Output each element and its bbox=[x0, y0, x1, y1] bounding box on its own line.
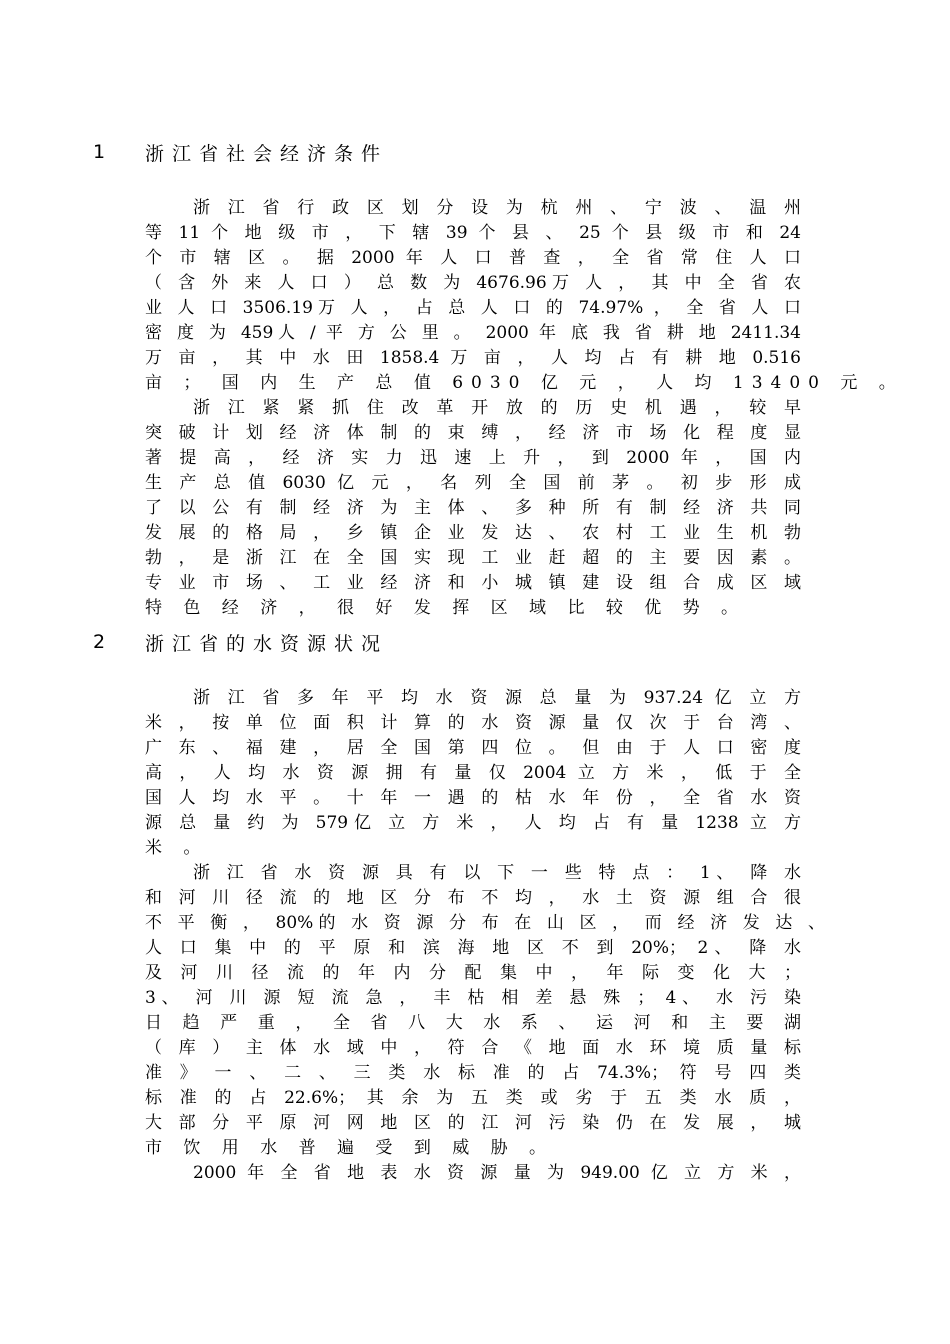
paragraph-line: 2000 年 全 省 地 表 水 资 源 量 为 949.00 亿 立 方 米 ， bbox=[193, 1163, 801, 1183]
paragraph-line: 特 色 经 济 ， 很 好 发 挥 区 域 比 较 优 势 。 bbox=[145, 598, 747, 618]
paragraph-line: 业 人 口 3506.19万 人 ， 占 总 人 口 的 74.97% ， 全 省 人 口 bbox=[145, 298, 801, 318]
paragraph-line: 准 》 一 、 二 、 三 类 水 标 准 的 占 74.3%； 符 号 四 类 bbox=[145, 1063, 801, 1083]
paragraph-line: 大 部 分 平 原 河 网 地 区 的 江 河 污 染 仍 在 发 展 ， 城 bbox=[145, 1113, 801, 1133]
paragraph-line: 日 趋 严 重 ， 全 省 八 大 水 系 、 运 河 和 主 要 湖 bbox=[145, 1013, 801, 1033]
paragraph-line: 亩 ； 国 内 生 产 总 值 6030 亿 元 ， 人 均 13400 元 。 bbox=[145, 373, 904, 393]
paragraph-line: 个 市 辖 区 。 据 2000 年 人 口 普 查 ， 全 省 常 住 人 口 bbox=[145, 248, 802, 268]
paragraph-line: 国 人 均 水 平 。 十 年 一 遇 的 枯 水 年 份 ， 全 省 水 资 bbox=[145, 788, 801, 808]
section-number: 2 bbox=[93, 631, 106, 653]
paragraph-line: 密 度 为 459人 / 平 方 公 里 。 2000 年 底 我 省 耕 地 2411.34 bbox=[145, 323, 801, 343]
paragraph-line: 浙 江 省 水 资 源 具 有 以 下 一 些 特 点 ： 1、 降 水 bbox=[193, 863, 801, 883]
paragraph-line: 人 口 集 中 的 平 原 和 滨 海 地 区 不 到 20%； 2、 降 水 bbox=[145, 938, 801, 958]
paragraph-line: 高 ， 人 均 水 资 源 拥 有 量 仅 2004 立 方 米 ， 低 于 全 bbox=[145, 763, 802, 783]
paragraph-line: 勃 ， 是 浙 江 在 全 国 实 现 工 业 赶 超 的 主 要 因 素 。 bbox=[145, 548, 801, 568]
paragraph-line: 著 提 高 ， 经 济 实 力 迅 速 上 升 ， 到 2000 年 ， 国 内 bbox=[145, 448, 802, 468]
paragraph-line: 米 ， 按 单 位 面 积 计 算 的 水 资 源 量 仅 次 于 台 湾 、 bbox=[145, 713, 801, 733]
paragraph-line: 不 平 衡 ， 80%的 水 资 源 分 布 在 山 区 ， 而 经 济 发 达 、 bbox=[145, 913, 825, 933]
paragraph-line: 浙 江 省 多 年 平 均 水 资 源 总 量 为 937.24 亿 立 方 bbox=[193, 688, 801, 708]
paragraph-line: 生 产 总 值 6030 亿 元 ， 名 列 全 国 前 茅 。 初 步 形 成 bbox=[145, 473, 802, 493]
section-number: 1 bbox=[93, 141, 106, 163]
paragraph-line: 了 以 公 有 制 经 济 为 主 体 、 多 种 所 有 制 经 济 共 同 bbox=[145, 498, 801, 518]
paragraph-line: 突 破 计 划 经 济 体 制 的 束 缚 ， 经 济 市 场 化 程 度 显 bbox=[145, 423, 801, 443]
paragraph-line: 及 河 川 径 流 的 年 内 分 配 集 中 ， 年 际 变 化 大 ； bbox=[145, 963, 801, 983]
paragraph-line: 标 准 的 占 22.6%； 其 余 为 五 类 或 劣 于 五 类 水 质 ， bbox=[145, 1088, 801, 1108]
paragraph-line: 万 亩 ， 其 中 水 田 1858.4 万 亩 ， 人 均 占 有 耕 地 0.516 bbox=[145, 348, 801, 368]
paragraph-line: 广 东 、 福 建 ， 居 全 国 第 四 位 。 但 由 于 人 口 密 度 bbox=[145, 738, 801, 758]
paragraph-line: （ 含 外 来 人 口 ） 总 数 为 4676.96万 人 ， 其 中 全 省 农 bbox=[145, 273, 801, 293]
paragraph-line: 发 展 的 格 局 ， 乡 镇 企 业 发 达 、 农 村 工 业 生 机 勃 bbox=[145, 523, 801, 543]
section-heading bbox=[93, 139, 388, 165]
paragraph-line: 等 11 个 地 级 市 ， 下 辖 39 个 县 、 25 个 县 级 市 和 24 bbox=[145, 223, 801, 243]
paragraph-line: 市 饮 用 水 普 遍 受 到 威 胁 。 bbox=[145, 1138, 555, 1158]
paragraph-line: 源 总 量 约 为 579亿 立 方 米 ， 人 均 占 有 量 1238 立 方 bbox=[145, 813, 801, 833]
paragraph-line: 和 河 川 径 流 的 地 区 分 布 不 均 ， 水 土 资 源 组 合 很 bbox=[145, 888, 801, 908]
paragraph-line: 浙 江 省 行 政 区 划 分 设 为 杭 州 、 宁 波 、 温 州 bbox=[193, 198, 801, 218]
paragraph-line: （ 库 ） 主 体 水 域 中 ， 符 合 《 地 面 水 环 境 质 量 标 bbox=[145, 1038, 801, 1058]
paragraph-line: 米 。 bbox=[145, 838, 209, 858]
paragraph-line: 3、 河 川 源 短 流 急 ， 丰 枯 相 差 悬 殊 ； 4、 水 污 染 bbox=[145, 988, 801, 1008]
section-title: 浙江省社会经济条件 bbox=[145, 142, 389, 165]
section-heading bbox=[93, 629, 388, 655]
paragraph-line: 专 业 市 场 、 工 业 经 济 和 小 城 镇 建 设 组 合 成 区 域 bbox=[145, 573, 801, 593]
paragraph-line: 浙 江 紧 紧 抓 住 改 革 开 放 的 历 史 机 遇 ， 较 早 bbox=[193, 398, 801, 418]
section-title: 浙江省的水资源状况 bbox=[145, 632, 389, 655]
